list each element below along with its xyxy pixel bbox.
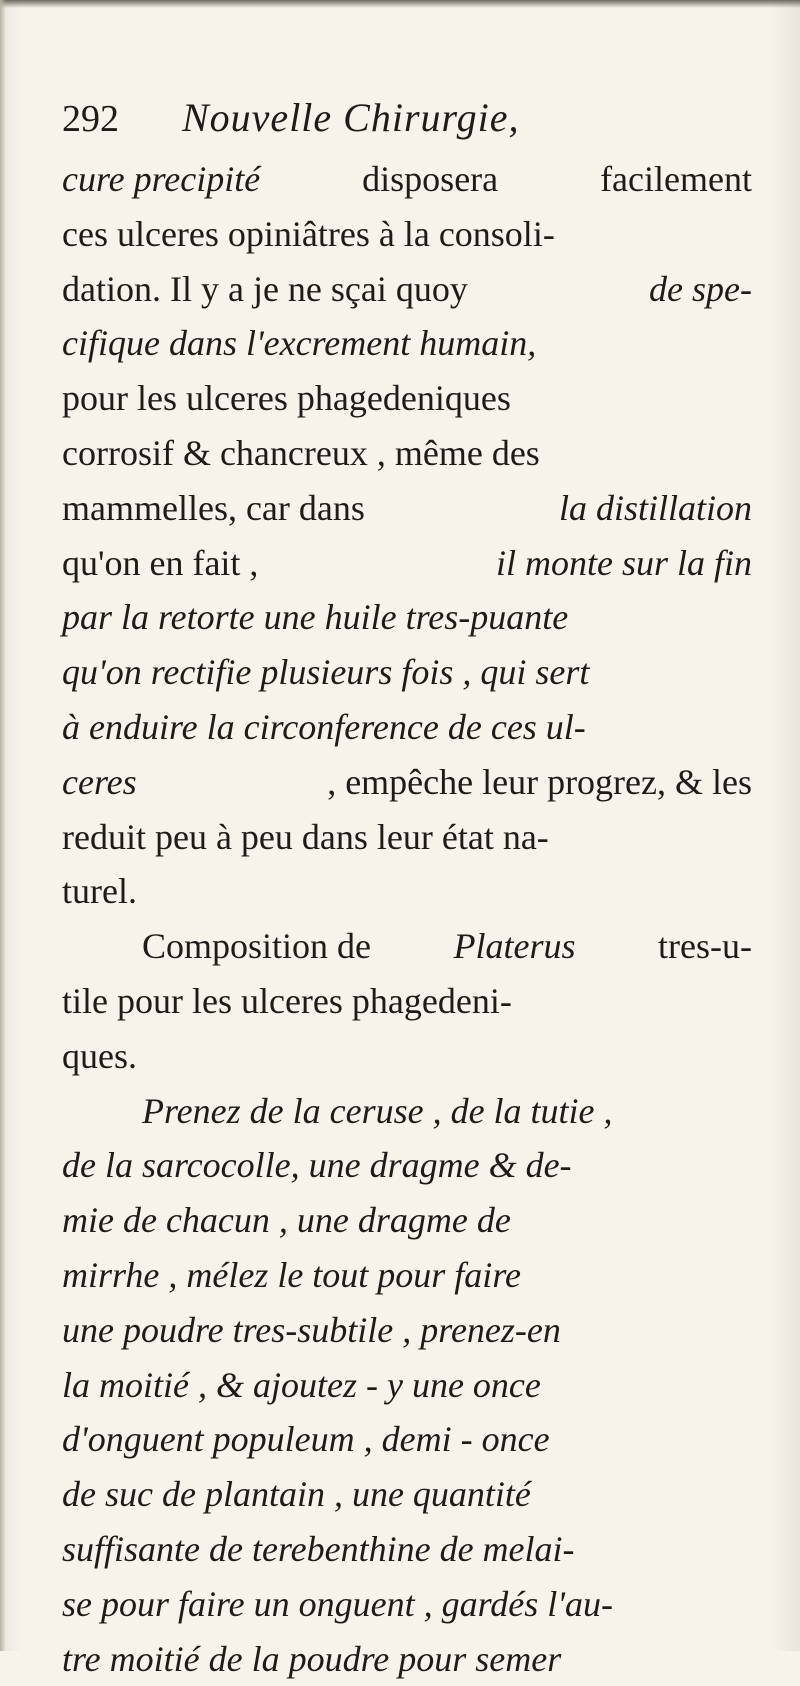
text-line [62,426,752,481]
roman-text: Composition de [142,926,372,967]
text-line [62,262,752,317]
italic-text: Prenez de la ceruse , de la tutie , [142,1090,613,1131]
italic-text: à enduire la circonference de ces ul- [62,706,586,747]
italic-text: il monte sur la fin [495,542,752,583]
roman-text: qu'on en fait , [62,542,259,583]
italic-text: de la sarcocolle, une dragme & de- [62,1145,572,1186]
roman-text: tile pour les ulceres phagedeni- [62,980,512,1021]
italic-text: se pour faire un onguent , gardés l'au- [62,1583,613,1624]
roman-text: tres-u- [658,926,752,967]
text-line [62,1193,752,1248]
italic-text: cure precipité [62,159,261,199]
text-line [62,316,752,371]
text-line [62,152,752,207]
italic-text: tre moitié de la poudre pour semer [62,1638,562,1679]
italic-text: suffisante de terebenthine de melai- [62,1528,575,1569]
roman-text: corrosif & chancreux , même des [62,432,540,473]
text-line [62,700,752,755]
body-text [62,152,752,1686]
text-line [62,1084,752,1139]
italic-text: une poudre tres-subtile , prenez-en [62,1309,561,1350]
text-line [62,1577,752,1632]
italic-text: mirrhe , mélez le tout pour faire [62,1254,521,1295]
roman-text: turel. [62,871,137,912]
roman-text: mammelles, car dans [62,487,365,528]
page-number: 292 [62,98,119,140]
roman-text: reduit peu à peu dans leur état na- [62,816,549,857]
page-header [62,94,752,152]
italic-text: de suc de plantain , une quantité [62,1474,531,1515]
italic-text: ceres [62,761,137,802]
text-line [62,371,752,426]
text-line [62,1358,752,1413]
text-line [62,1029,752,1084]
text-line [62,1138,752,1193]
paragraph [62,152,752,919]
text-line [62,810,752,865]
italic-text: qu'on rectifie plusieurs fois , qui sert [62,652,590,693]
roman-text: dation. Il y a je ne sçai quoy [62,268,468,309]
text-line [62,1522,752,1577]
text-line [62,481,752,536]
text-line [62,1412,752,1467]
italic-text: par la retorte une huile tres-puante [62,597,569,638]
text-line [62,536,752,591]
text-block [62,94,752,1686]
italic-text: de spe- [649,268,752,309]
roman-text: disposera [362,159,499,199]
text-line [62,1467,752,1522]
roman-text: ques. [62,1035,137,1076]
running-title: Nouvelle Chirurgie, [182,95,520,140]
roman-text: facilement [600,159,752,199]
text-line [62,207,752,262]
italic-text: d'onguent populeum , demi - once [62,1419,550,1460]
italic-text: la moitié , & ajoutez - y une once [62,1364,541,1405]
text-line [62,1632,752,1686]
text-line [62,974,752,1029]
text-line [62,645,752,700]
text-line [62,1248,752,1303]
page-gutter-shadow [0,0,6,1651]
italic-text: Platerus [453,926,576,967]
roman-text: , empêche leur progrez, & les [327,761,752,802]
text-line [62,864,752,919]
text-line [62,1303,752,1358]
roman-text: ces ulceres opiniâtres à la consoli- [62,213,555,254]
page-top-edge [0,0,800,8]
italic-text: cifique dans l'excrement humain, [62,323,537,364]
italic-text: mie de chacun , une dragme de [62,1200,511,1241]
text-line [62,919,752,974]
paragraph [62,1084,752,1686]
italic-text: la distillation [558,487,752,528]
roman-text: pour les ulceres phagedeniques [62,378,511,419]
text-line [62,590,752,645]
paragraph [62,919,752,1083]
text-line [62,755,752,810]
